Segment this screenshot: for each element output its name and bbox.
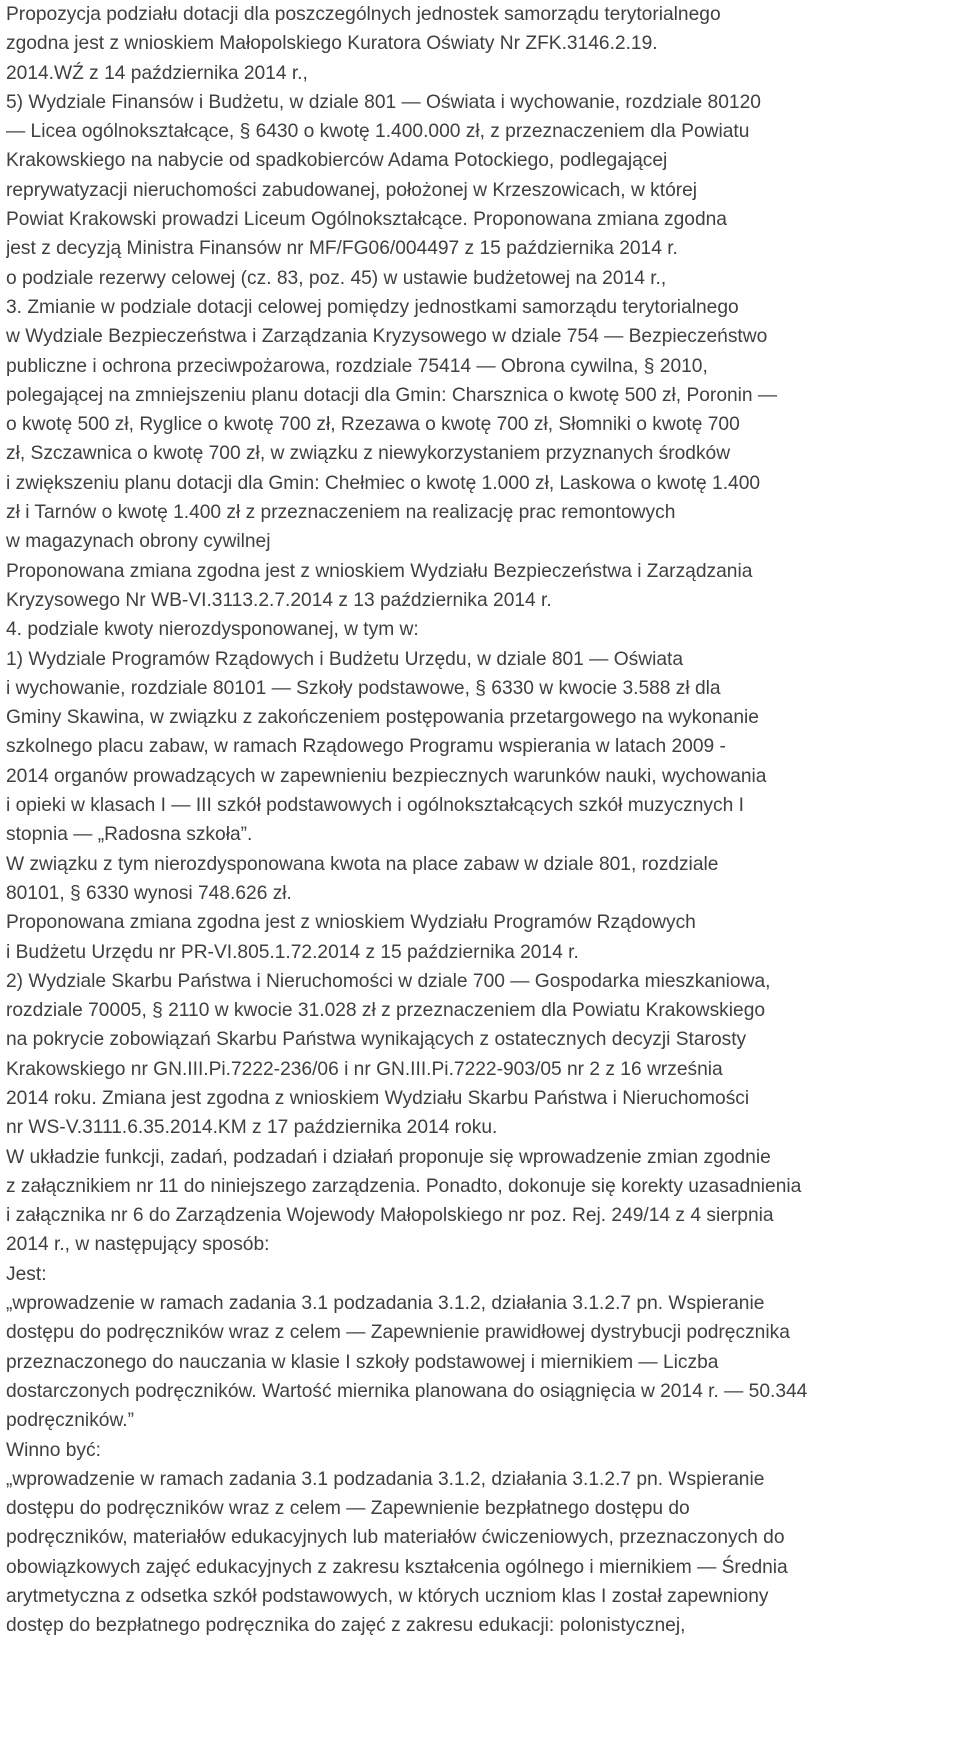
text-line: i opieki w klasach I — III szkół podstawowych i ogólnokształcących szkół muzycznych I: [6, 795, 744, 817]
text-line: dostępu do podręczników wraz z celem — Zapewnienie bezpłatnego dostępu do: [6, 1498, 690, 1520]
text-line: Kryzysowego Nr WB-VI.3113.2.7.2014 z 13 października 2014 r.: [6, 589, 552, 611]
text-line: 2014 r., w następujący sposób:: [6, 1234, 270, 1256]
text-line: arytmetyczna z odsetka szkół podstawowych, w których uczniom klas I został zapewniony: [6, 1586, 769, 1608]
text-line: „wprowadzenie w ramach zadania 3.1 podzadania 3.1.2, działania 3.1.2.7 pn. Wspieranie: [6, 1293, 765, 1315]
text-line: Jest:: [6, 1263, 47, 1285]
text-line: przeznaczonego do nauczania w klasie I szkoły podstawowej i miernikiem — Liczba: [6, 1351, 719, 1373]
text-line: 2014 organów prowadzących w zapewnieniu bezpiecznych warunków nauki, wychowania: [6, 765, 767, 787]
text-line: w Wydziale Bezpieczeństwa i Zarządzania Kryzysowego w dziale 754 — Bezpieczeństwo: [6, 326, 768, 348]
text-line: z załącznikiem nr 11 do niniejszego zarządzenia. Ponadto, dokonuje się korekty uzasadnienia: [6, 1175, 802, 1197]
text-line: dostęp do bezpłatnego podręcznika do zajęć z zakresu edukacji: polonistycznej,: [6, 1615, 686, 1637]
text-line: obowiązkowych zajęć edukacyjnych z zakresu kształcenia ogólnego i miernikiem — Średnia: [6, 1556, 788, 1578]
text-line: zł i Tarnów o kwotę 1.400 zł z przeznaczeniem na realizację prac remontowych: [6, 502, 676, 524]
text-line: W układzie funkcji, zadań, podzadań i działań proponuje się wprowadzenie zmian zgodnie: [6, 1146, 771, 1168]
text-line: dostarczonych podręczników. Wartość miernika planowana do osiągnięcia w 2014 r. — 50.344: [6, 1380, 808, 1402]
text-line: i załącznika nr 6 do Zarządzenia Wojewody Małopolskiego nr poz. Rej. 249/14 z 4 sierpnia: [6, 1205, 774, 1227]
text-line: o kwotę 500 zł, Ryglice o kwotę 700 zł, Rzezawa o kwotę 700 zł, Słomniki o kwotę 700: [6, 414, 740, 436]
text-line: 1) Wydziale Programów Rządowych i Budżetu Urzędu, w dziale 801 — Oświata: [6, 648, 684, 670]
text-line: podręczników, materiałów edukacyjnych lub materiałów ćwiczeniowych, przeznaczonych do: [6, 1527, 785, 1549]
text-line: o podziale rezerwy celowej (cz. 83, poz. 45) w ustawie budżetowej na 2014 r.,: [6, 267, 667, 289]
text-line: zł, Szczawnica o kwotę 700 zł, w związku z niewykorzystaniem przyznanych środków: [6, 443, 731, 465]
text-line: Krakowskiego nr GN.III.Pi.7222-236/06 i nr GN.III.Pi.7222-903/05 nr 2 z 16 września: [6, 1058, 723, 1080]
text-line: publiczne i ochrona przeciwpożarowa, rozdziale 75414 — Obrona cywilna, § 2010,: [6, 355, 708, 377]
text-line: szkolnego placu zabaw, w ramach Rządowego Programu wspierania w latach 2009 -: [6, 736, 726, 758]
text-line: polegającej na zmniejszeniu planu dotacji dla Gmin: Charsznica o kwotę 500 zł, Poronin —: [6, 384, 778, 406]
text-line: i Budżetu Urzędu nr PR-VI.805.1.72.2014 z 15 października 2014 r.: [6, 941, 579, 963]
text-line: 3. Zmianie w podziale dotacji celowej pomiędzy jednostkami samorządu terytorialnego: [6, 296, 739, 318]
text-line: 2014.WŹ z 14 października 2014 r.,: [6, 62, 308, 84]
text-line: 2014 roku. Zmiana jest zgodna z wnioskiem Wydziału Skarbu Państwa i Nieruchomości: [6, 1087, 750, 1109]
text-line: Gminy Skawina, w związku z zakończeniem postępowania przetargowego na wykonanie: [6, 707, 759, 729]
text-line: 4. podziale kwoty nierozdysponowanej, w tym w:: [6, 619, 419, 641]
text-line: w magazynach obrony cywilnej: [6, 531, 271, 553]
text-line: dostępu do podręczników wraz z celem — Zapewnienie prawidłowej dystrybucji podręcznika: [6, 1322, 790, 1344]
text-line: podręczników.”: [6, 1410, 134, 1432]
text-line: Proponowana zmiana zgodna jest z wnioskiem Wydziału Bezpieczeństwa i Zarządzania: [6, 560, 753, 582]
text-line: Winno być:: [6, 1439, 101, 1461]
text-line: 80101, § 6330 wynosi 748.626 zł.: [6, 882, 292, 904]
text-line: i wychowanie, rozdziale 80101 — Szkoły podstawowe, § 6330 w kwocie 3.588 zł dla: [6, 677, 721, 699]
text-line: nr WS-V.3111.6.35.2014.KM z 17 października 2014 roku.: [6, 1117, 498, 1139]
text-line: jest z decyzją Ministra Finansów nr MF/FG06/004497 z 15 października 2014 r.: [6, 238, 678, 260]
text-line: Propozycja podziału dotacji dla poszczególnych jednostek samorządu terytorialnego: [6, 4, 721, 25]
text-line: 2) Wydziale Skarbu Państwa i Nieruchomości w dziale 700 — Gospodarka mieszkaniowa,: [6, 970, 771, 992]
text-line: „wprowadzenie w ramach zadania 3.1 podzadania 3.1.2, działania 3.1.2.7 pn. Wspieranie: [6, 1468, 765, 1490]
text-line: W związku z tym nierozdysponowana kwota na place zabaw w dziale 801, rozdziale: [6, 853, 719, 875]
text-line: Powiat Krakowski prowadzi Liceum Ogólnokształcące. Proponowana zmiana zgodna: [6, 209, 727, 231]
text-line: 5) Wydziale Finansów i Budżetu, w dziale 801 — Oświata i wychowanie, rozdziale 80120: [6, 91, 761, 113]
text-line: Krakowskiego na nabycie od spadkobierców Adama Potockiego, podlegającej: [6, 150, 668, 172]
text-line: na pokrycie zobowiązań Skarbu Państwa wynikających z ostatecznych decyzji Starosty: [6, 1029, 747, 1051]
text-line: — Licea ogólnokształcące, § 6430 o kwotę 1.400.000 zł, z przeznaczeniem dla Powiatu: [6, 121, 750, 143]
text-line: reprywatyzacji nieruchomości zabudowanej, położonej w Krzeszowicach, w której: [6, 179, 698, 201]
text-line: zgodna jest z wnioskiem Małopolskiego Kuratora Oświaty Nr ZFK.3146.2.19.: [6, 33, 658, 55]
text-line: Proponowana zmiana zgodna jest z wnioskiem Wydziału Programów Rządowych: [6, 912, 696, 934]
text-line: i zwiększeniu planu dotacji dla Gmin: Chełmiec o kwotę 1.000 zł, Laskowa o kwotę 1.400: [6, 472, 761, 494]
text-line: rozdziale 70005, § 2110 w kwocie 31.028 zł z przeznaczeniem dla Powiatu Krakowskiego: [6, 1000, 766, 1022]
text-line: stopnia — „Radosna szkoła”.: [6, 824, 253, 846]
